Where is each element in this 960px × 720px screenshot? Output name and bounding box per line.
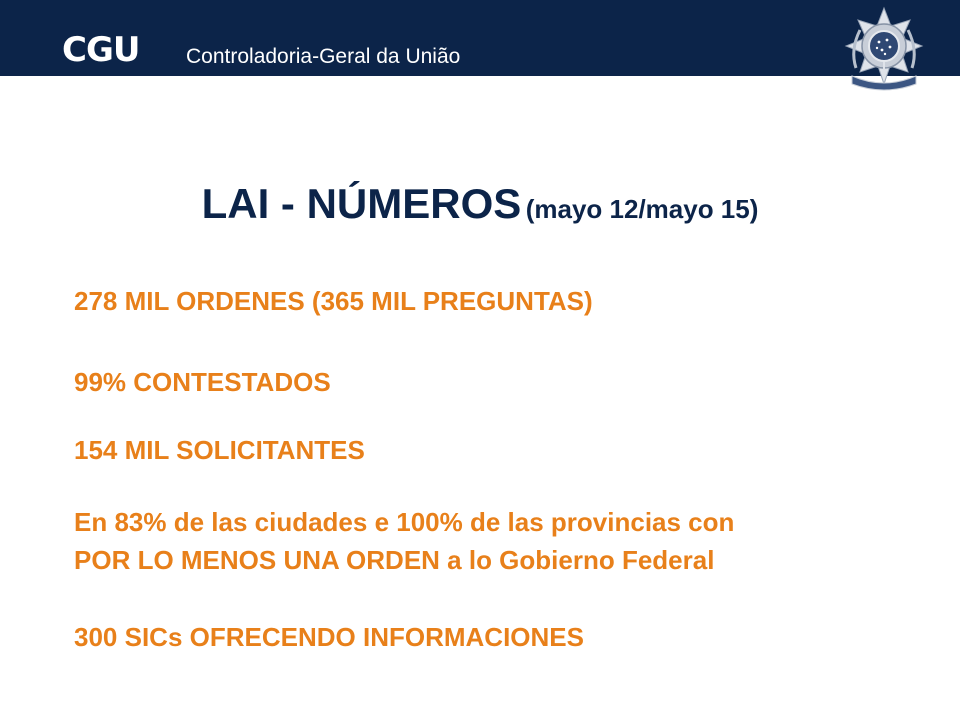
stat-answered: 99% CONTESTADOS <box>74 367 331 397</box>
organization-name: Controladoria-Geral da União <box>186 45 461 68</box>
page-title <box>0 180 960 228</box>
stat-coverage-line-2: POR LO MENOS UNA ORDEN a lo Gobierno Federal <box>74 545 715 575</box>
title-main: LAI - NÚMEROS <box>201 180 522 227</box>
header-bar <box>0 0 960 76</box>
stat-coverage-line-1: En 83% de las ciudades e 100% de las provincias con <box>74 507 735 537</box>
stat-coverage <box>74 503 734 579</box>
brazil-coat-of-arms-icon <box>842 6 926 92</box>
stat-orders: 278 MIL ORDENES (365 MIL PREGUNTAS) <box>74 286 593 316</box>
stat-sics: 300 SICs OFRECENDO INFORMACIONES <box>74 622 584 652</box>
cgu-logo: CGU <box>62 30 140 70</box>
stat-requesters: 154 MIL SOLICITANTES <box>74 435 365 465</box>
title-subtitle: (mayo 12/mayo 15) <box>525 194 759 224</box>
